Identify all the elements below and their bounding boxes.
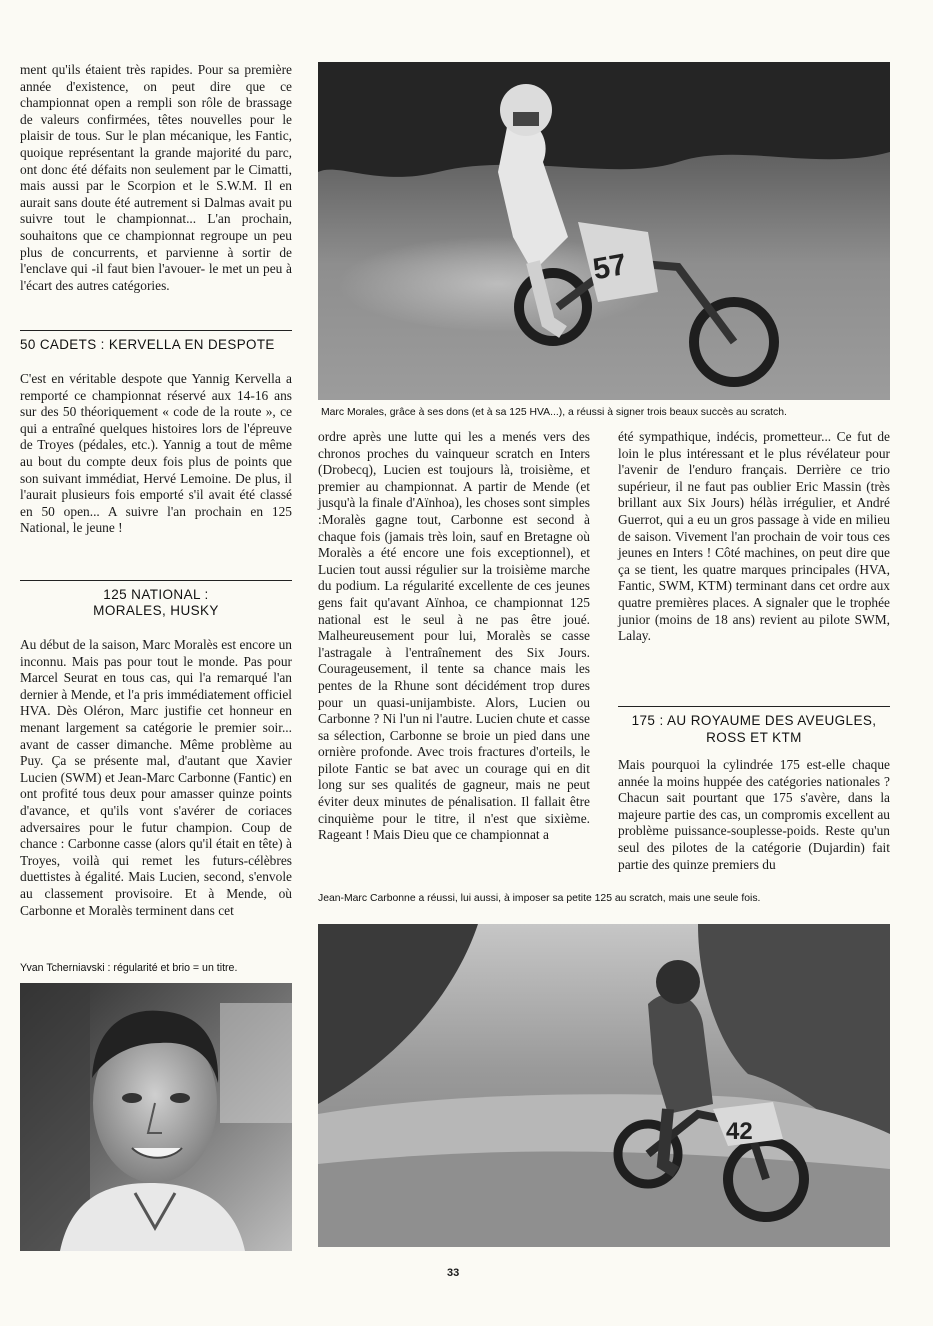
paragraph: ment qu'ils étaient très rapides. Pour sa première année d'existence, on peut dire que ce championnat open a rempli son rôle de brassage de valeurs confirmées, têtes nouvelles pour le plaisir de tous. Sur le plan mécanique, les Fantic, quoique représentant la grande majorité du parc, ont donc été défaits non seulement par le Cimatti, mais aussi par le Scorpion et le S.W.M. Il en aurait sans doute été autrement si Dalmas avait pu suivre tout le championnat... L'an prochain, souhaitons que ce championnat regroupe un peu plus de concurrents, et parvienne à sortir de l'enclave qui -il faut bien l'avouer- le met un peu à l'écart des autres catégories. <box>20 62 292 293</box>
paragraph: C'est en véritable despote que Yannig Kervella a remporté ce championnat réservé aux 14-16 ans sur des 50 théoriquement « code de la route », ce qui a entraîné quelques histoires lors de l'épreuve de Troyes (pédales, etc.). Yannig a tout de même au bout du compte deux fois plus de points que son suivant immédiat, Hervé Lemoine. De plus, il l'aurait plusieurs fois emporté s'il avait été classé en 50 open... A suivre l'an prochain en 125 National, le jeune ! <box>20 371 292 536</box>
paragraph: Au début de la saison, Marc Moralès est encore un inconnu. Mais pas pour tout le monde. Pas pour Marcel Seurat en tous cas, qui l'a remarqué l'an dernier à Mende, et l'a pris immédiatement officiel HVA. Dès Oléron, Marc justifie cet honneur en menant largement sa catégorie le premier soir... avant de casser dimanche. Même problème au Puy. Ça se présente mal, d'autant que Xavier Lucien (SWM) et Jean-Marc Carbonne (Fantic) en ont profité tous deux pour amasser quinze points d'avance, et qu'ils vont s'avérer de coriaces adversaires pour le futur champion. Coup de chance : Carbonne casse (alors qu'il était en tête) à Troyes, voilà qui remet les futurs-célèbres duettistes à égalité. Mais Lucien, second, s'envole au classement provisoire. Et à Mende, où Carbonne et Moralès terminent dans cet <box>20 637 292 918</box>
top-photo-motocross <box>318 62 890 400</box>
caption-bottom-photo: Jean-Marc Carbonne a réussi, lui aussi, à imposer sa petite 125 au scratch, mais une seule fois. <box>318 893 761 904</box>
caption-top-photo: Marc Morales, grâce à ses dons (et à sa 125 HVA...), a réussi à signer trois beaux succès au scratch. <box>321 407 787 418</box>
caption-portrait: Yvan Tcherniavski : régularité et brio = un titre. <box>20 962 238 974</box>
article-column-3-175 <box>618 757 890 873</box>
bottom-photo-enduro <box>318 924 890 1247</box>
article-column-1-intro <box>20 62 292 294</box>
section-heading-cadets: 50 CADETS : KERVELLA EN DESPOTE <box>20 330 292 352</box>
page-number: 33 <box>447 1267 460 1279</box>
paragraph: Mais pourquoi la cylindrée 175 est-elle chaque année la moins huppée des catégories nationales ? Chacun sait pourtant que 175 s'avère, dans la majeure partie des cas, un compromis excellent au problème puissance-souplesse-poids. Reste qu'un seul des pilotes de la catégorie (Dujardin) fait partie des quinze premiers du <box>618 757 890 872</box>
article-column-3 <box>618 429 890 645</box>
section-heading-125-national: 125 NATIONAL : MORALES, HUSKY <box>20 580 292 619</box>
paragraph: ordre après une lutte qui les a menés vers des chronos proches du vainqueur scratch en Inters (Drobecq), Lucien est toujours là, troisième, et premier au championnat. A partir de Mende (et jusqu'à la finale d'Aïnhoa), les choses sont simples :Moralès gagne tout, Carbonne est second à chaque fois (jamais très loin, sauf en Bretagne où Moralès a été encore une fois exceptionnel), et Lucien tout aussi régulier sur la troisième marche du podium. La régularité excellente de ces jeunes gens fait qu'avant Aïnhoa, ce championnat 125 national est le seul à ne pas être joué. Malheureusement pour lui, Moralès se casse l'astragale à l'entraînement des Six Jours. Courageusement, il tente sa chance mais les pentes de la Rhune sont décidément trop dures pour un quasi-unijambiste. Alors, Lucien ou Carbonne ? Ni l'un ni l'autre. Lucien chute et casse sa sélection, Carbonne se broie un pied dans une ornière profonde. Avec trois fractures d'orteils, le pilote Fantic se bat avec un courage qui en dit long sur ses qualités de gagneur, mais ne peut éviter deux minutes de pénalisation. Il fallait être cinquième pour le titre, il n'est que sixième. Rageant ! Mais Dieu que ce championnat a <box>318 429 590 843</box>
bike-number-42: 42 <box>726 1118 753 1145</box>
article-column-1-national <box>20 637 292 919</box>
portrait-photo <box>20 983 292 1251</box>
bike-number-57: 57 <box>590 248 630 287</box>
section-heading-175: 175 : AU ROYAUME DES AVEUGLES, ROSS ET KTM <box>618 706 890 746</box>
paragraph: été sympathique, indécis, prometteur... Ce fut de loin le plus intéressant et le plus révélateur pour l'avenir de l'enduro français. Derrière ce trio supérieur, il ne faut pas oublier Eric Massin (très brillant aux Six Jours) hélàs irrégulier, et André Guerrot, qui a eu un gros passage à vide en milieu de saison. Vivement l'an prochain de voir tous ces jeunes en Inters ! Côté machines, on peut dire que ça se tient, les quatre marques principales (HVA, Fantic, SWM, KTM) terminant dans cet ordre aux quatre premières places. A signaler que le trophée junior (moins de 18 ans) revient au pilote SWM, Lalay. <box>618 429 890 644</box>
article-column-2 <box>318 429 590 844</box>
article-column-1-cadets <box>20 371 292 537</box>
